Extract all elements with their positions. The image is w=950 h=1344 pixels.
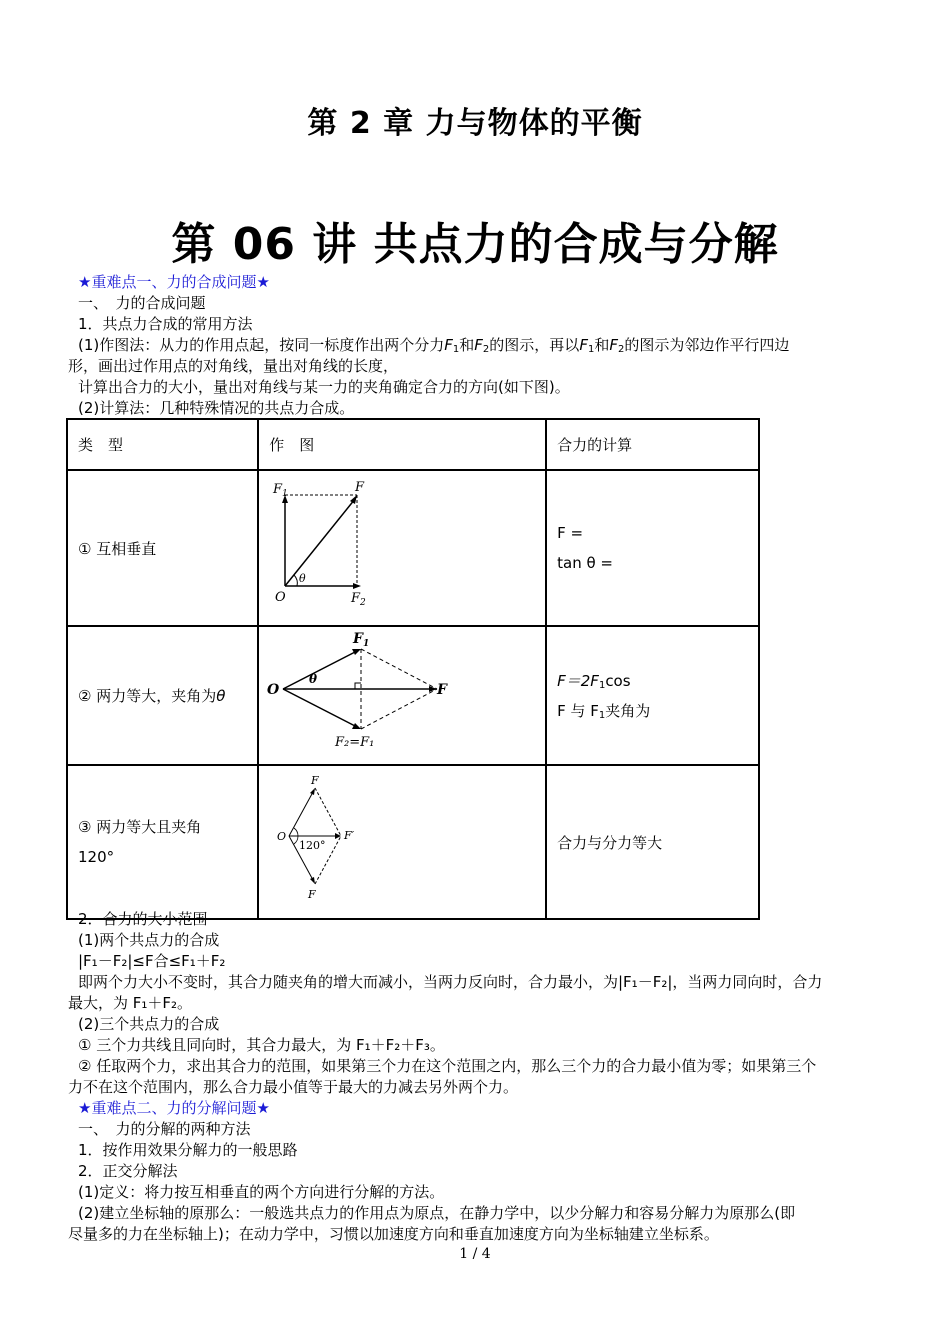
row1-figure xyxy=(258,470,546,626)
section1-text xyxy=(68,272,886,419)
table-row xyxy=(67,470,759,626)
section2-subheading: 一、 力的分解的两种方法 xyxy=(78,1120,251,1138)
table-header-row xyxy=(67,419,759,470)
f2-vector xyxy=(283,689,357,727)
range-explain-line2: 最大，为 F₁＋F₂。 xyxy=(68,994,193,1012)
section2-item2: 2．正交分解法 xyxy=(78,1162,178,1180)
f2-arrowhead xyxy=(352,723,361,729)
range-formula: |F₁－F₂|≤F合≤F₁＋F₂ xyxy=(78,952,226,970)
row2-type: ② 两力等大，夹角为θ xyxy=(67,626,258,765)
range-heading: 2．合力的大小范围 xyxy=(78,910,208,928)
page-number: 1 / 4 xyxy=(459,1246,491,1262)
row1-calc xyxy=(546,470,759,626)
resultant-vector xyxy=(285,499,355,586)
f1-vector xyxy=(283,651,357,689)
dashed-lower xyxy=(361,689,437,729)
three-forces-case1: ① 三个力共线且同向时，其合力最大，为 F₁＋F₂＋F₃。 xyxy=(78,1036,445,1054)
three-forces-case2-line1: ② 任取两个力，求出其合力的范围，如果第三个力在这个范围之内，那么三个力的合力最小值为零；如果第三个 xyxy=(78,1057,817,1075)
120-degree-diagram xyxy=(259,766,543,914)
row2-calc-angle: F 与 $F_1$夹角为 xyxy=(557,701,651,721)
f-top-vector xyxy=(289,792,313,836)
label-f: F xyxy=(355,480,365,495)
method1-line1: (1)作图法：从力的作用点起，按同一标度作出两个分力$F_1$和$F_2$的图示，再以$F_1$和$F_2$的图示为邻边作平行四边 xyxy=(78,336,790,355)
axis-principle-line2: 尽量多的力在坐标轴上)；在动力学中，习惯以加速度方向和垂直加速度方向为坐标轴建立坐标系。 xyxy=(68,1225,719,1243)
resultant-arrowhead xyxy=(350,495,357,504)
label-f-bottom: F xyxy=(308,888,316,901)
chapter-title: 第 2 章 力与物体的平衡 xyxy=(307,106,643,141)
dashed-upper xyxy=(315,788,341,836)
f1-arrowhead xyxy=(352,649,361,655)
resultant-arrowhead xyxy=(429,686,437,692)
row3-figure xyxy=(258,765,546,919)
equal-forces-diagram xyxy=(259,627,543,760)
section1-item1: 1．共点力合成的常用方法 xyxy=(78,315,253,333)
theta-arc xyxy=(294,575,297,586)
label-f1: $F_1$ xyxy=(353,631,370,649)
method1-line2: 形，画出过作用点的对角线，量出对角线的长度， xyxy=(68,357,399,375)
lecture-title: 第 06 讲 共点力的合成与分解 xyxy=(171,219,779,270)
row3-type-line1: ③ 两力等大且夹角 xyxy=(78,818,202,836)
row1-calc-tan: tan θ = xyxy=(557,554,613,572)
label-f-top: F xyxy=(311,774,319,787)
table-row xyxy=(67,765,759,919)
label-o: O xyxy=(277,830,287,843)
orthogonal-definition: (1)定义：将力按互相垂直的两个方向进行分解的方法。 xyxy=(78,1183,445,1201)
three-forces-case2-line2: 力不在这个范围内，那么合力最小值等于最大的力减去另外两个力。 xyxy=(68,1078,519,1096)
three-forces-heading: (2)三个共点力的合成 xyxy=(78,1015,220,1033)
label-f2-eq-f1: F₂=F₁ xyxy=(335,735,375,750)
label-f1: $F_1$ xyxy=(273,482,288,499)
label-theta: θ xyxy=(309,672,318,686)
two-forces-heading: (1)两个共点力的合成 xyxy=(78,931,220,949)
table-row xyxy=(67,626,759,765)
method2: (2)计算法：几种特殊情况的共点力合成。 xyxy=(78,399,355,417)
method1-line3: 计算出合力的大小，量出对角线与某一力的夹角确定合力的方向(如下图)。 xyxy=(78,378,570,396)
label-f: F xyxy=(437,682,448,698)
section1-heading: ★重难点一、力的合成问题★ xyxy=(78,273,270,291)
row3-calc: 合力与分力等大 xyxy=(546,765,759,919)
row2-calc-f: $F=2F_1\cos$ xyxy=(557,671,631,691)
header-type: 类 型 xyxy=(67,419,258,470)
label-f-prime: F′ xyxy=(344,829,355,842)
row1-type: ① 互相垂直 xyxy=(67,470,258,626)
row3-type xyxy=(67,765,258,919)
f-top-arrowhead xyxy=(310,788,315,795)
perpendicular-diagram xyxy=(259,471,543,621)
label-f2: $F_2$ xyxy=(351,591,366,608)
section1-subheading: 一、 力的合成问题 xyxy=(78,294,206,312)
label-o: O xyxy=(267,682,280,698)
row2-calc xyxy=(546,626,759,765)
range-explain-line1: 即两个力大小不变时，其合力随夹角的增大而减小，当两力反向时，合力最小，为|F₁－F₂|，当两力同向时，合力 xyxy=(78,973,823,991)
dashed-upper xyxy=(361,649,437,689)
section2-item1: 1．按作用效果分解力的一般思路 xyxy=(78,1141,298,1159)
right-angle-mark xyxy=(355,683,361,689)
f-bottom-arrowhead xyxy=(310,877,315,884)
header-figure: 作 图 xyxy=(258,419,546,470)
label-angle: 120° xyxy=(299,839,326,852)
header-calc: 合力的计算 xyxy=(546,419,759,470)
row1-calc-f: F = xyxy=(557,524,584,542)
label-theta: θ xyxy=(299,572,306,585)
row3-type-line2: 120° xyxy=(78,848,115,866)
section1b-text xyxy=(68,909,886,1245)
label-o: O xyxy=(275,590,286,605)
force-composition-table xyxy=(66,418,760,920)
axis-principle-line1: (2)建立坐标轴的原那么：一般选共点力的作用点为原点，在静力学中，以少分解力和容易分解力为原那么(即 xyxy=(78,1204,796,1222)
section2-heading: ★重难点二、力的分解问题★ xyxy=(78,1099,270,1117)
row2-figure xyxy=(258,626,546,765)
